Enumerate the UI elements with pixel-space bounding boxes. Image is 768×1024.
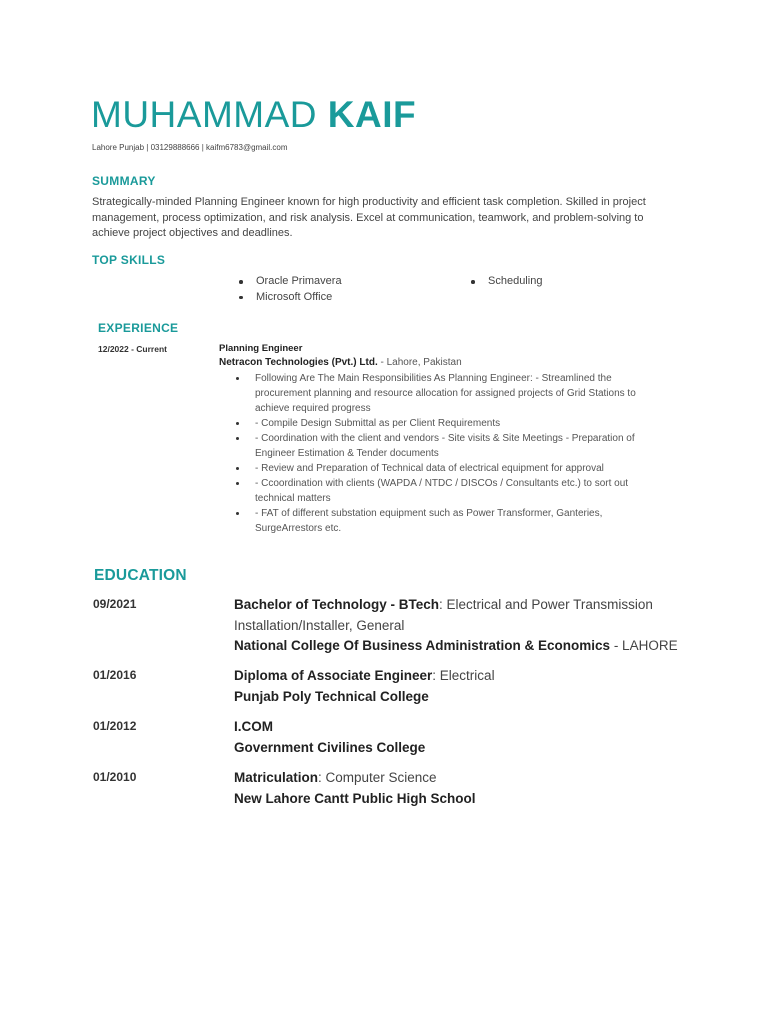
education-date: 09/2021 — [93, 597, 137, 611]
list-item: - Coordination with the client and vendors - Site visits & Site Meetings - Preparation of Engineer Estimation & Tender documents — [219, 431, 664, 461]
school-name: New Lahore Cantt Public High School — [234, 790, 476, 806]
list-item: Oracle Primavera — [237, 274, 342, 290]
degree-name: Matriculation — [234, 770, 319, 785]
candidate-name — [91, 92, 416, 138]
responsibilities-list — [219, 371, 664, 536]
education-school — [234, 687, 674, 708]
education-degree — [234, 768, 674, 789]
degree-name: I.COM — [234, 719, 273, 734]
skills-list-left — [237, 274, 342, 305]
degree-name: Diploma of Associate Engineer — [234, 668, 433, 683]
education-date: 01/2012 — [93, 719, 137, 733]
education-degree — [234, 666, 674, 687]
school-name: Punjab Poly Technical College — [234, 688, 429, 704]
job-location: - Lahore, Pakistan — [377, 357, 462, 368]
school-name: Government Civilines College — [234, 739, 426, 755]
degree-field: : Electrical — [432, 668, 495, 683]
top-skills-heading: TOP SKILLS — [92, 253, 166, 267]
degree-field: : Computer Science — [318, 770, 437, 785]
summary-text: Strategically-minded Planning Engineer known for high productivity and efficient task completion. Skilled in project management, process optimization, and risk analysis. Excel at communication, teamwork, and problem-solving to achieve project objectives and deadlines. — [92, 196, 646, 239]
education-date: 01/2010 — [93, 770, 137, 784]
company-name: Netracon Technologies (Pvt.) Ltd. — [219, 357, 378, 368]
education-school — [234, 636, 678, 657]
experience-date: 12/2022 - Current — [98, 344, 167, 354]
education-degree — [234, 717, 674, 738]
school-location: - LAHORE — [610, 638, 678, 653]
degree-field: : Electrical and Power Transmission Installation/Installer, General — [234, 597, 653, 633]
list-item: Microsoft Office — [237, 290, 342, 306]
experience-heading: EXPERIENCE — [98, 321, 179, 335]
experience-entry — [219, 342, 664, 536]
education-school — [234, 738, 674, 759]
education-heading: EDUCATION — [94, 567, 187, 584]
list-item: - FAT of different substation equipment such as Power Transformer, Ganteries, SurgeArrestors etc. — [219, 506, 664, 536]
education-school — [234, 789, 674, 810]
job-title: Planning Engineer — [219, 343, 303, 354]
first-name: MUHAMMAD — [91, 94, 317, 135]
list-item: Scheduling — [469, 274, 542, 290]
last-name: KAIF — [327, 94, 417, 135]
list-item: - Review and Preparation of Technical data of electrical equipment for approval — [219, 461, 664, 476]
education-degree — [234, 595, 674, 636]
degree-name: Bachelor of Technology - BTech — [234, 597, 440, 612]
school-name: National College Of Business Administration & Economics — [234, 638, 611, 653]
list-item: Following Are The Main Responsibilities As Planning Engineer: - Streamlined the procurement planning and resource allocation for assigned projects of Grid Stations to achieve required progress — [219, 371, 664, 416]
list-item: - Compile Design Submittal as per Client Requirements — [219, 416, 664, 431]
summary-heading: SUMMARY — [92, 174, 156, 188]
education-date: 01/2016 — [93, 668, 137, 682]
contact-info: Lahore Punjab | 03129888666 | kaifm6783@gmail.com — [92, 143, 288, 152]
list-item: - Ccoordination with clients (WAPDA / NTDC / DISCOs / Consultants etc.) to sort out technical matters — [219, 476, 664, 506]
company-line — [219, 356, 664, 370]
skills-list-right — [469, 274, 542, 290]
